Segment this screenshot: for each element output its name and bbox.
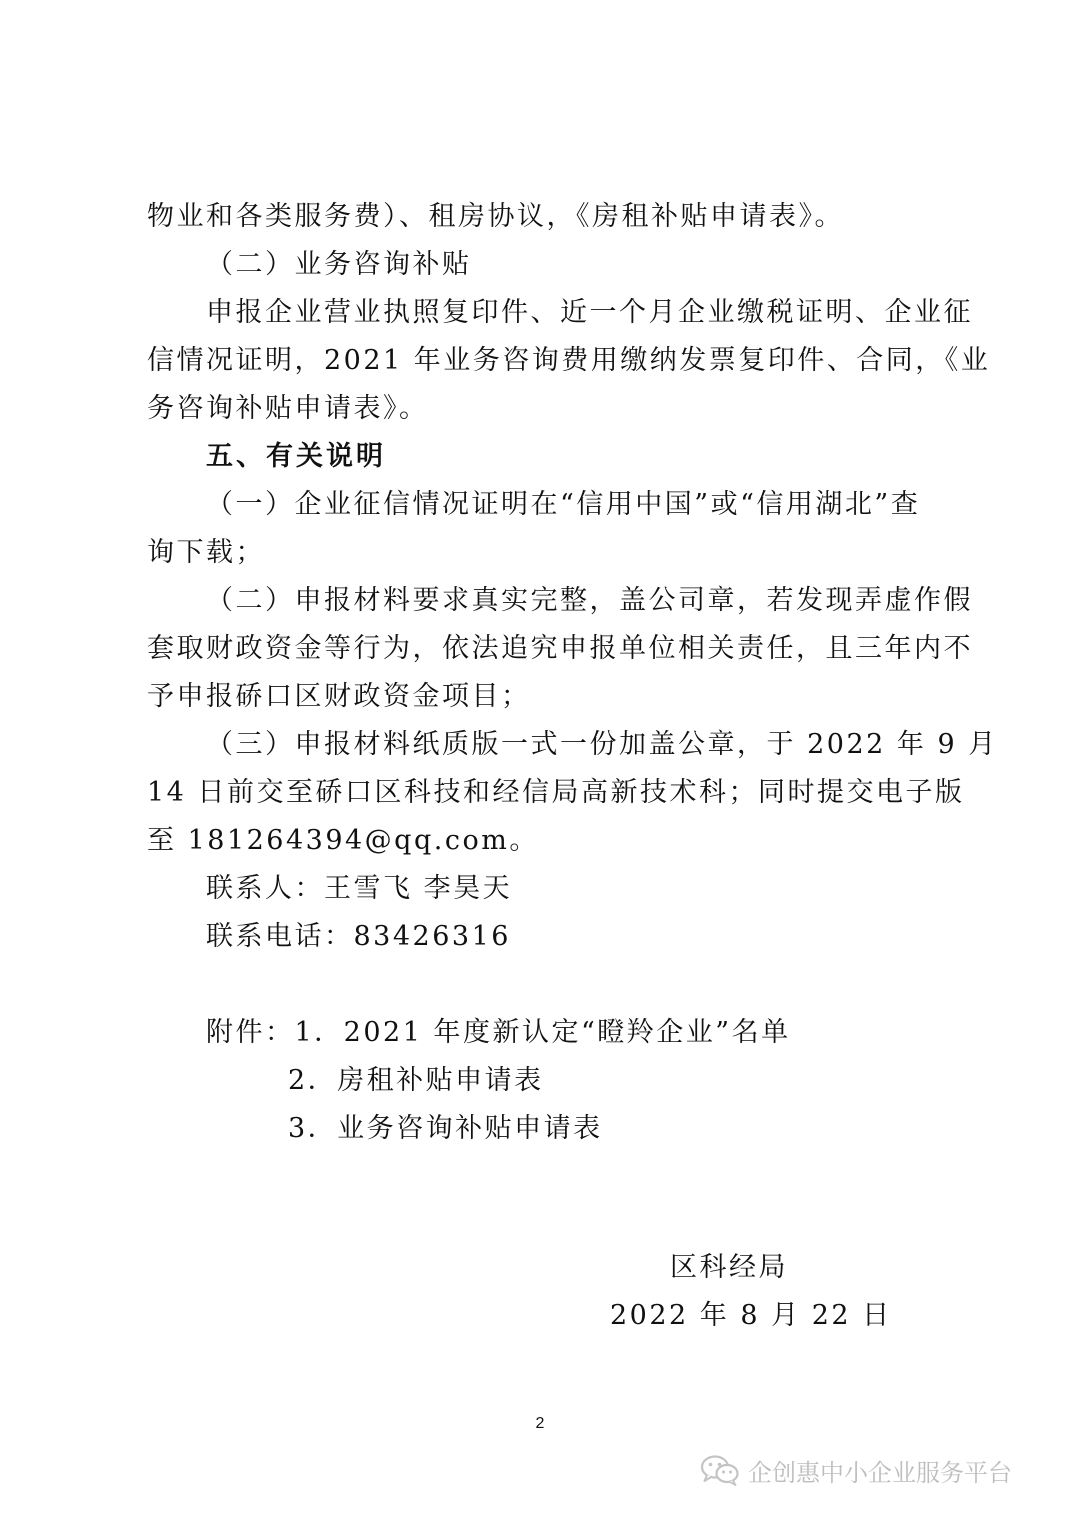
body-line: 14 日前交至硚口区科技和经信局高新技术科；同时提交电子版: [147, 777, 965, 808]
watermark-text: 企创惠中小企业服务平台: [748, 1458, 1012, 1487]
subheading-consulting-subsidy: （二）业务咨询补贴: [206, 249, 472, 280]
wechat-icon: [700, 1454, 740, 1486]
attachment-item-1: 附件：1．2021 年度新认定“瞪羚企业”名单: [206, 1017, 791, 1048]
body-line: 询下载；: [147, 537, 265, 568]
body-line: （三）申报材料纸质版一式一份加盖公章，于 2022 年 9 月: [206, 729, 998, 760]
section-heading-notes: 五、有关说明: [206, 441, 386, 472]
body-line: 务咨询补贴申请表》。: [147, 393, 429, 424]
body-line: 予申报硚口区财政资金项目；: [147, 681, 531, 712]
issue-date: 2022 年 8 月 22 日: [610, 1300, 892, 1331]
body-line: 信情况证明，2021 年业务咨询费用缴纳发票复印件、合同，《业: [147, 345, 991, 376]
issuer-signature: 区科经局: [670, 1252, 788, 1283]
body-line: 申报企业营业执照复印件、近一个月企业缴税证明、企业征: [206, 297, 973, 328]
body-line: 套取财政资金等行为，依法追究申报单位相关责任，且三年内不: [147, 633, 973, 664]
body-line: （二）申报材料要求真实完整，盖公司章，若发现弄虚作假: [206, 585, 973, 616]
watermark: [700, 1450, 1012, 1490]
attachment-item-2: 2．房租补贴申请表: [288, 1065, 544, 1096]
attachment-item-3: 3．业务咨询补贴申请表: [288, 1113, 603, 1144]
contact-persons: 联系人：王雪飞 李昊天: [206, 873, 513, 904]
body-line: 物业和各类服务费）、租房协议，《房租补贴申请表》。: [147, 201, 844, 232]
page-number: 2: [535, 1415, 545, 1432]
body-line-email: 至 181264394@qq.com。: [147, 825, 539, 856]
contact-phone: 联系电话：83426316: [206, 921, 511, 952]
body-line: （一）企业征信情况证明在“信用中国”或“信用湖北”查: [206, 489, 921, 520]
